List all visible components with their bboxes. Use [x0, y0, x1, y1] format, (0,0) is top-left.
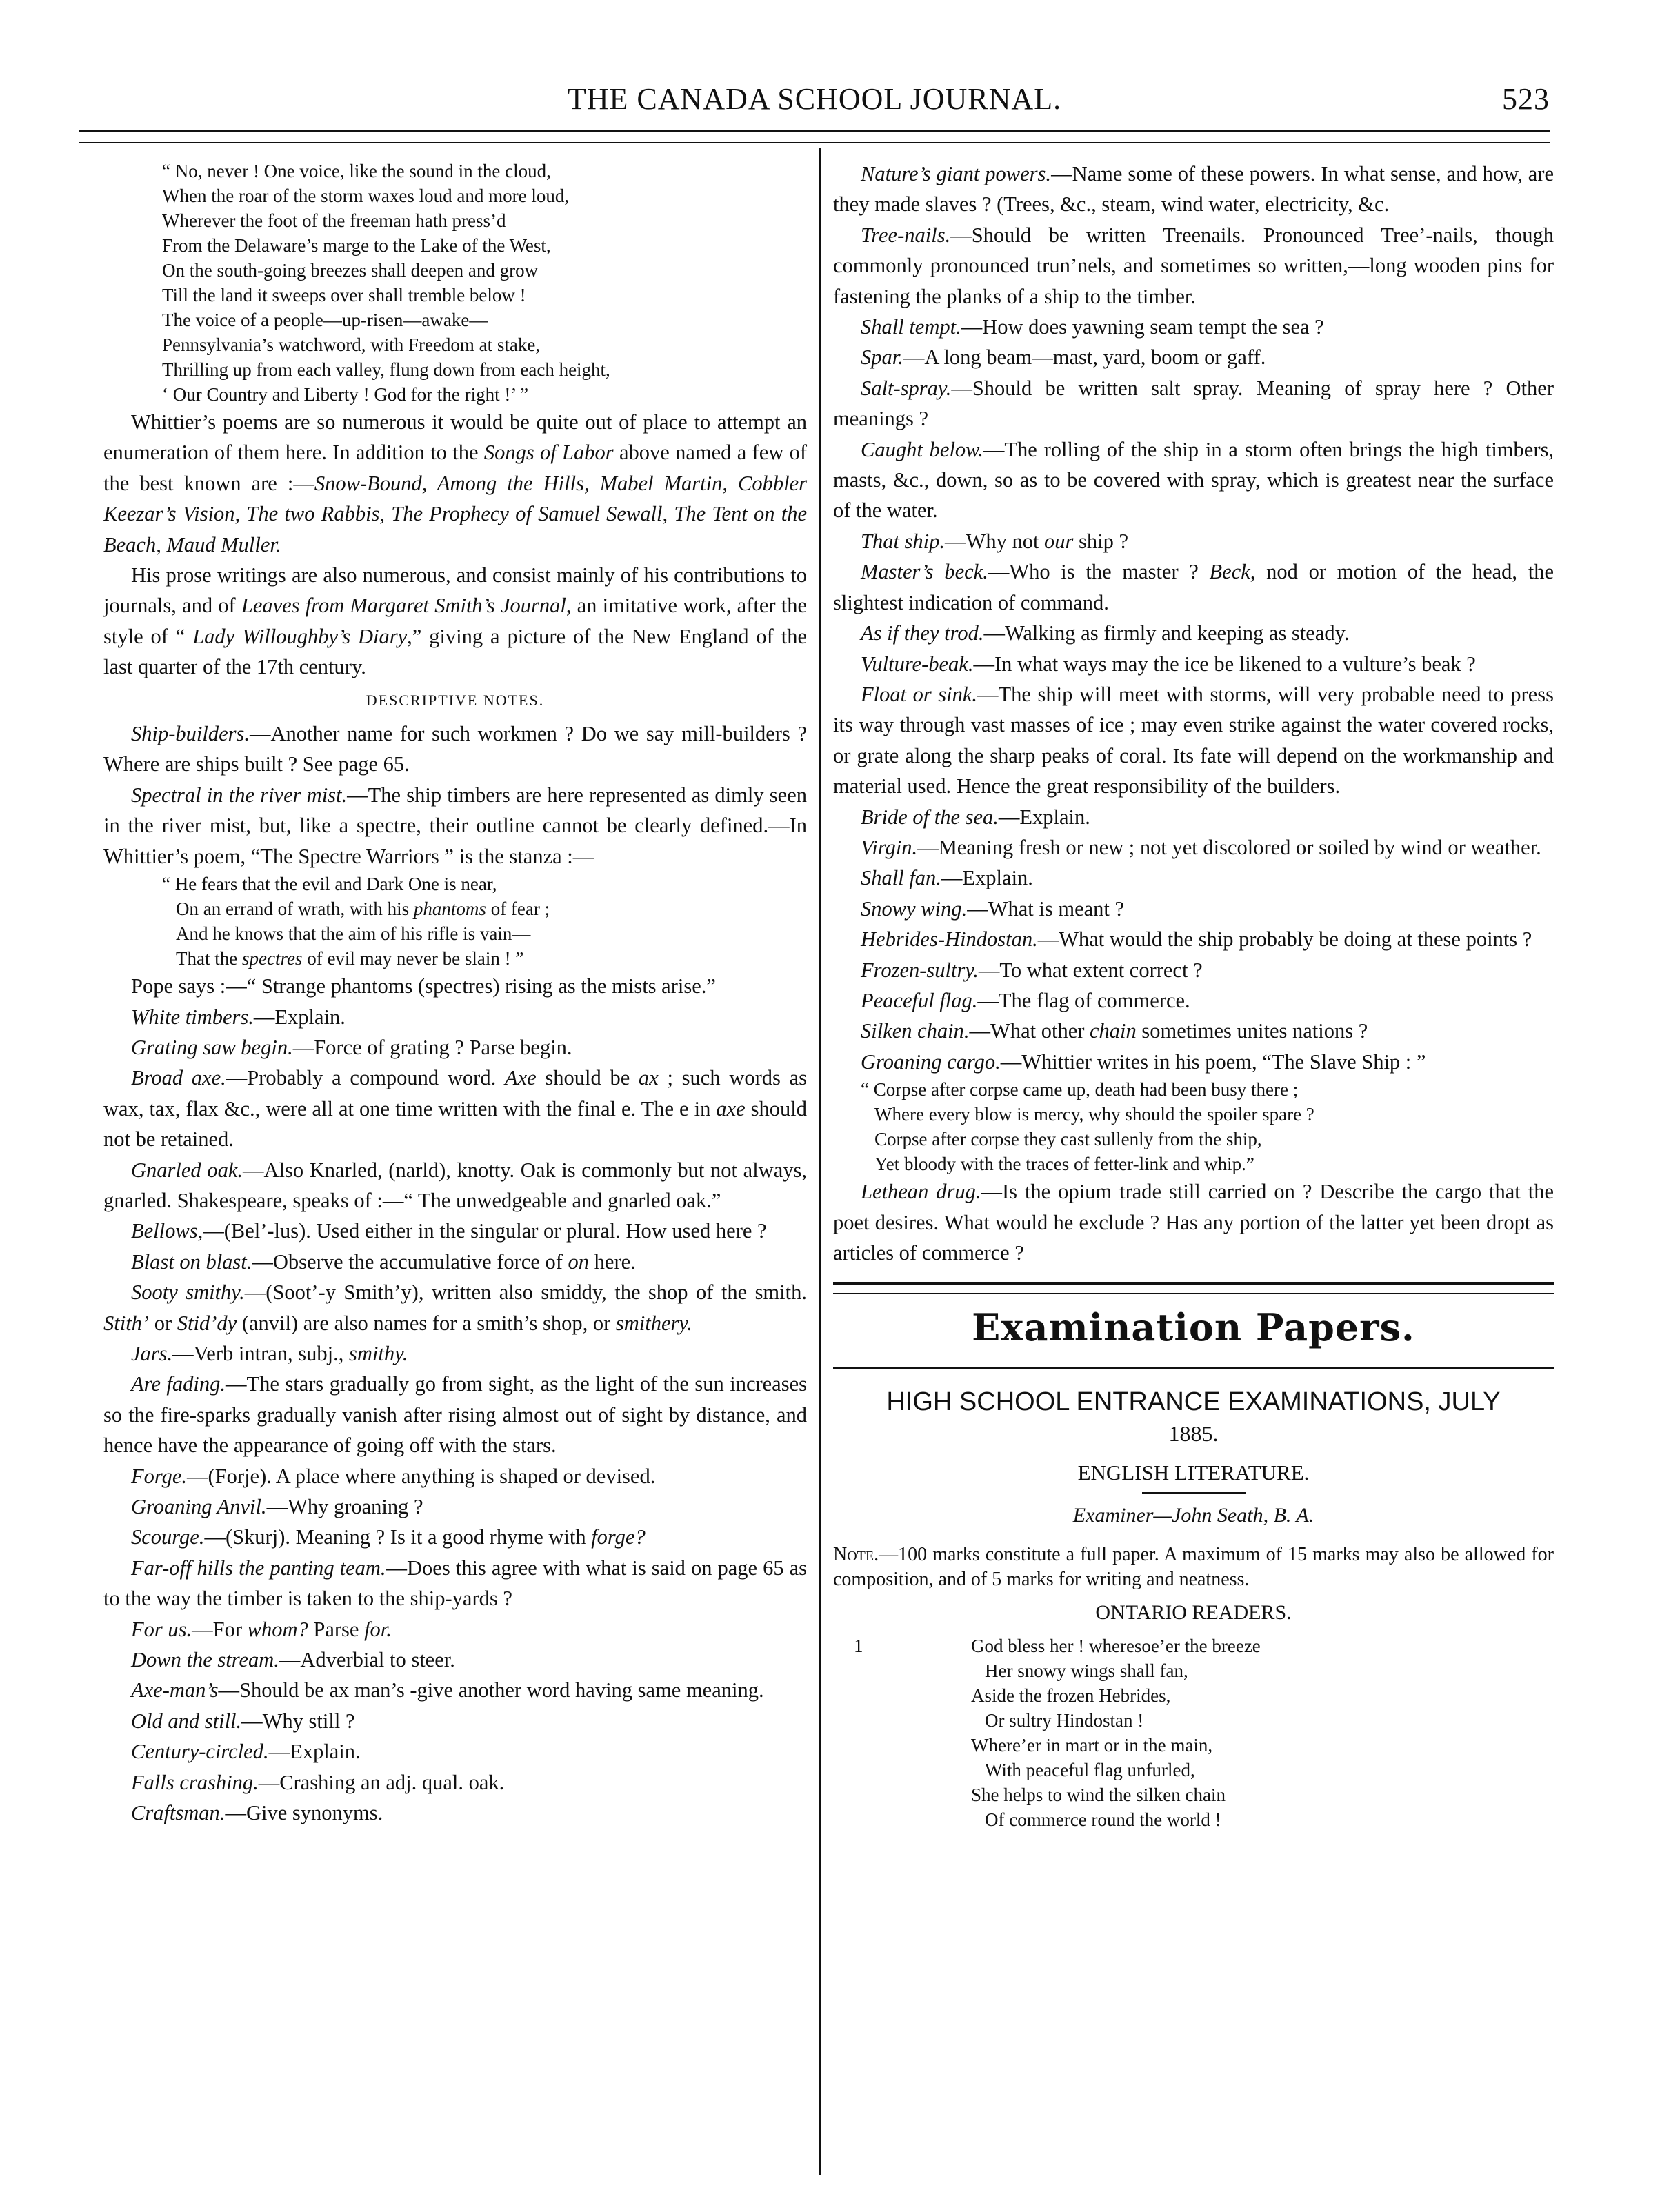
verse-line: That the spectres of evil may never be slain ! ” [176, 948, 524, 969]
verse-line: “ Corpse after corpse came up, death had been busy there ; [861, 1079, 1299, 1100]
note-float-or-sink: Float or sink.—The ship will meet with storms, will very probable need to press its way through vast masses of ice ; may even strike against the water covered rocks, or grate along the sharp peaks of coral. Its fate will depend on the workmanship and material used. Hence the great responsibility of the builders. [833, 682, 1554, 798]
section-title: Examination Papers. [972, 1305, 1415, 1350]
note-axe-mans: Axe-man’s—Should be ax man’s -give another word having same meaning. [131, 1678, 764, 1702]
running-head [79, 81, 1550, 120]
verse-spectre-warriors [103, 872, 807, 971]
verse-line: “ He fears that the evil and Dark One is near, [162, 874, 497, 895]
note-sooty-smithy: Sooty smithy.—(Soot’-y Smith’y), written also smiddy, the shop of the smith. Stith’ or Stid’dy (anvil) are also names for a smith’s shop, or smithery. [103, 1280, 807, 1335]
examiner-line: Examiner—John Seath, B. A. [1072, 1504, 1314, 1527]
verse-line: From the Delaware’s marge to the Lake of the West, [162, 235, 551, 256]
verse-line: Till the land it sweeps over shall tremble below ! [162, 285, 526, 305]
verse-line: Wherever the foot of the freeman hath press’d [162, 210, 506, 231]
verse-line: Where every blow is mercy, why should the spoiler spare ? [874, 1104, 1314, 1125]
exam-title: HIGH SCHOOL ENTRANCE EXAMINATIONS, JULY [886, 1387, 1501, 1417]
note-are-fading: Are fading.—The stars gradually go from sight, as the light of the sun increases so the fire-sparks gradually vanish after rising almost out of sight by distance, and hence have the appearance of going off with the stars. [103, 1372, 807, 1458]
exam-year: 1885. [1168, 1421, 1219, 1447]
note-snowy-wing: Snowy wing.—What is meant ? [861, 896, 1125, 921]
note-shall-fan: Shall fan.—Explain. [861, 866, 1033, 890]
note-gnarled-oak: Gnarled oak.—Also Knarled, (narld), knotty. Oak is commonly but not always, gnarled. Shakespeare, speaks of :—“ The unwedgeable and gnarled oak.” [103, 1158, 807, 1212]
poem-line: Where’er in mart or in the main, [971, 1735, 1213, 1756]
note-craftsman: Craftsman.—Give synonyms. [131, 1801, 383, 1825]
note-that-ship: That ship.—Why not our ship ? [861, 529, 1129, 553]
verse-slave-ship [833, 1077, 1554, 1176]
note-silken-chain: Silken chain.—What other chain sometimes unites nations ? [861, 1019, 1368, 1043]
page-number: 523 [1502, 82, 1550, 116]
question-number: 1 [854, 1636, 863, 1657]
verse-line: “ No, never ! One voice, like the sound in the cloud, [162, 161, 551, 181]
note-groaning-anvil: Groaning Anvil.—Why groaning ? [131, 1495, 423, 1518]
poem-line: With peaceful flag unfurled, [985, 1760, 1195, 1781]
note-lethean-drug: Lethean drug.—Is the opium trade still carried on ? Describe the cargo that the poet desires. What would he exclude ? Has any portion of the latter yet been dropt as articles of commerce ? [833, 1180, 1554, 1265]
note-natures-giant-powers: Nature’s giant powers.—Name some of these powers. In what sense, and how, are they made slaves ? (Trees, &c., steam, wind water, electricity, &c. [833, 162, 1554, 217]
verse-line: And he knows that the aim of his rifle is vain— [176, 923, 531, 945]
question-poem [833, 1633, 1554, 1832]
subject-heading: ENGLISH LITERATURE. [1077, 1460, 1310, 1485]
note-groaning-cargo: Groaning cargo.—Whittier writes in his poem, “The Slave Ship : ” [861, 1049, 1426, 1074]
verse-pennsylvania [103, 159, 807, 407]
note-scourge: Scourge.—(Skurj). Meaning ? Is it a good rhyme with forge? [131, 1525, 646, 1549]
journal-title: THE CANADA SCHOOL JOURNAL. [567, 82, 1062, 116]
verse-line: Thrilling up from each valley, flung down from each height, [162, 359, 610, 380]
poem-line: Aside the frozen Hebrides, [971, 1685, 1171, 1707]
column-divider [819, 148, 821, 2175]
note-shall-tempt: Shall tempt.—How does yawning seam tempt the sea ? [861, 315, 1324, 339]
note-broad-axe: Broad axe.—Probably a compound word. Axe should be ax ; such words as wax, tax, flax &c., were all at one time written with the final e. The e in axe should not be retained. [103, 1066, 807, 1152]
left-column [103, 159, 807, 1828]
note-salt-spray: Salt-spray.—Should be written salt spray. Meaning of spray here ? Other meanings ? [833, 376, 1554, 431]
descriptive-notes-heading: DESCRIPTIVE NOTES. [366, 691, 545, 709]
note-bride-of-the-sea: Bride of the sea.—Explain. [861, 805, 1090, 829]
note-caught-below: Caught below.—The rolling of the ship in a storm often brings the high timbers, masts, &c., down, so as to be covered with spray, which is greatest near the surface of the water. [833, 437, 1554, 523]
section-rule [833, 1367, 1554, 1369]
note-hebrides-hindostan: Hebrides-Hindostan.—What would the ship probably be doing at these points ? [861, 927, 1532, 952]
poem-line: God bless her ! wheresoe’er the breeze [971, 1636, 1261, 1657]
exam-note: Note.—100 marks constitute a full paper. A maximum of 15 marks may also be allowed for composition, and of 5 marks for writing and neatness. [833, 1543, 1554, 1590]
note-blast: Blast on blast.—Observe the accumulative force of on here. [131, 1249, 636, 1274]
readers-heading: ONTARIO READERS. [1095, 1600, 1292, 1624]
right-column [833, 159, 1554, 1832]
verse-line: The voice of a people—up-risen—awake— [162, 310, 488, 330]
poem-line: Or sultry Hindostan ! [985, 1710, 1144, 1731]
paragraph-prose: His prose writings are also numerous, and consist mainly of his contributions to journals, and of Leaves from Margaret Smith’s Journal, an imitative work, after the style of “ Lady Willoughby’s Diary,” giving a picture of the New England of the last quarter of the 17th century. [103, 563, 807, 679]
poem-line: Her snowy wings shall fan, [985, 1660, 1188, 1682]
note-down-the-stream: Down the stream.—Adverbial to steer. [131, 1648, 455, 1672]
note-virgin: Virgin.—Meaning fresh or new ; not yet discolored or soiled by wind or weather. [861, 835, 1541, 859]
note-spar: Spar.—A long beam—mast, yard, boom or gaff. [861, 345, 1266, 370]
note-forge: Forge.—(Forje). A place where anything is shaped or devised. [131, 1464, 656, 1488]
note-old-and-still: Old and still.—Why still ? [131, 1709, 355, 1733]
note-for-us: For us.—For whom? Parse for. [131, 1617, 392, 1641]
note-ship-builders: Ship-builders.—Another name for such workmen ? Do we say mill-builders ? Where are ships built ? See page 65. [103, 722, 807, 776]
note-masters-beck: Master’s beck.—Who is the master ? Beck, nod or motion of the head, the slightest indication of command. [833, 560, 1554, 614]
note-as-if-they-trod: As if they trod.—Walking as firmly and keeping as steady. [861, 621, 1350, 645]
verse-line: Yet bloody with the traces of fetter-link and whip.” [874, 1154, 1254, 1175]
note-pope: Pope says :—“ Strange phantoms (spectres) rising as the mists arise.” [131, 974, 716, 998]
subject-rule [1142, 1492, 1246, 1494]
verse-line: On an errand of wrath, with his phantoms of fear ; [176, 898, 550, 920]
note-century-circled: Century-circled.—Explain. [131, 1740, 361, 1764]
verse-line: On the south-going breezes shall deepen and grow [162, 260, 539, 281]
poem-line: Of commerce round the world ! [985, 1809, 1221, 1831]
verse-line: Corpse after corpse they cast sullenly from the ship, [874, 1129, 1262, 1150]
note-jars: Jars.—Verb intran, subj., smithy. [131, 1341, 408, 1365]
section-double-rule [833, 1282, 1554, 1294]
note-far-off-hills: Far-off hills the panting team.—Does this agree with what is said on page 65 as to the way the timber is taken to the ship-yards ? [103, 1556, 807, 1611]
note-vulture-beak: Vulture-beak.—In what ways may the ice be likened to a vulture’s beak ? [861, 652, 1476, 676]
header-double-rule [79, 130, 1550, 143]
note-grating: Grating saw begin.—Force of grating ? Parse begin. [131, 1035, 572, 1059]
note-tree-nails: Tree-nails.—Should be written Treenails. Pronounced Tree’-nails, though commonly pronounced trun’nels, and sometimes so written,—long wooden pins for fastening the planks of a ship to the timber. [833, 223, 1554, 308]
note-frozen-sultry: Frozen-sultry.—To what extent correct ? [861, 958, 1203, 982]
note-falls-crashing: Falls crashing.—Crashing an adj. qual. oak. [131, 1770, 505, 1794]
poem-line: She helps to wind the silken chain [971, 1784, 1226, 1806]
note-spectral: Spectral in the river mist.—The ship timbers are here represented as dimly seen in the river mist, but, like a spectre, their outline cannot be clearly defined.—In Whittier’s poem, “The Spectre Warriors ” is the stanza :— [103, 783, 807, 868]
question-1 [833, 1633, 1554, 1832]
note-white-timbers: White timbers.—Explain. [131, 1005, 346, 1029]
verse-line: ‘ Our Country and Liberty ! God for the right !’ ” [162, 384, 529, 405]
note-bellows: Bellows,—(Bel’-lus). Used either in the singular or plural. How used here ? [131, 1219, 767, 1243]
verse-line: Pennsylvania’s watchword, with Freedom at stake, [162, 334, 541, 355]
paragraph-poems: Whittier’s poems are so numerous it would be quite out of place to attempt an enumeration of them here. In addition to the Songs of Labor above named a few of the best known are :—Snow-Bound, Among the Hills, Mabel Martin, Cobbler Keezar’s Vision, The two Rabbis, The Prophecy of Samuel Sewall, The Tent on the Beach, Maud Muller. [103, 410, 808, 556]
verse-line: When the roar of the storm waxes loud and more loud, [162, 185, 570, 206]
note-peaceful-flag: Peaceful flag.—The flag of commerce. [861, 988, 1190, 1012]
